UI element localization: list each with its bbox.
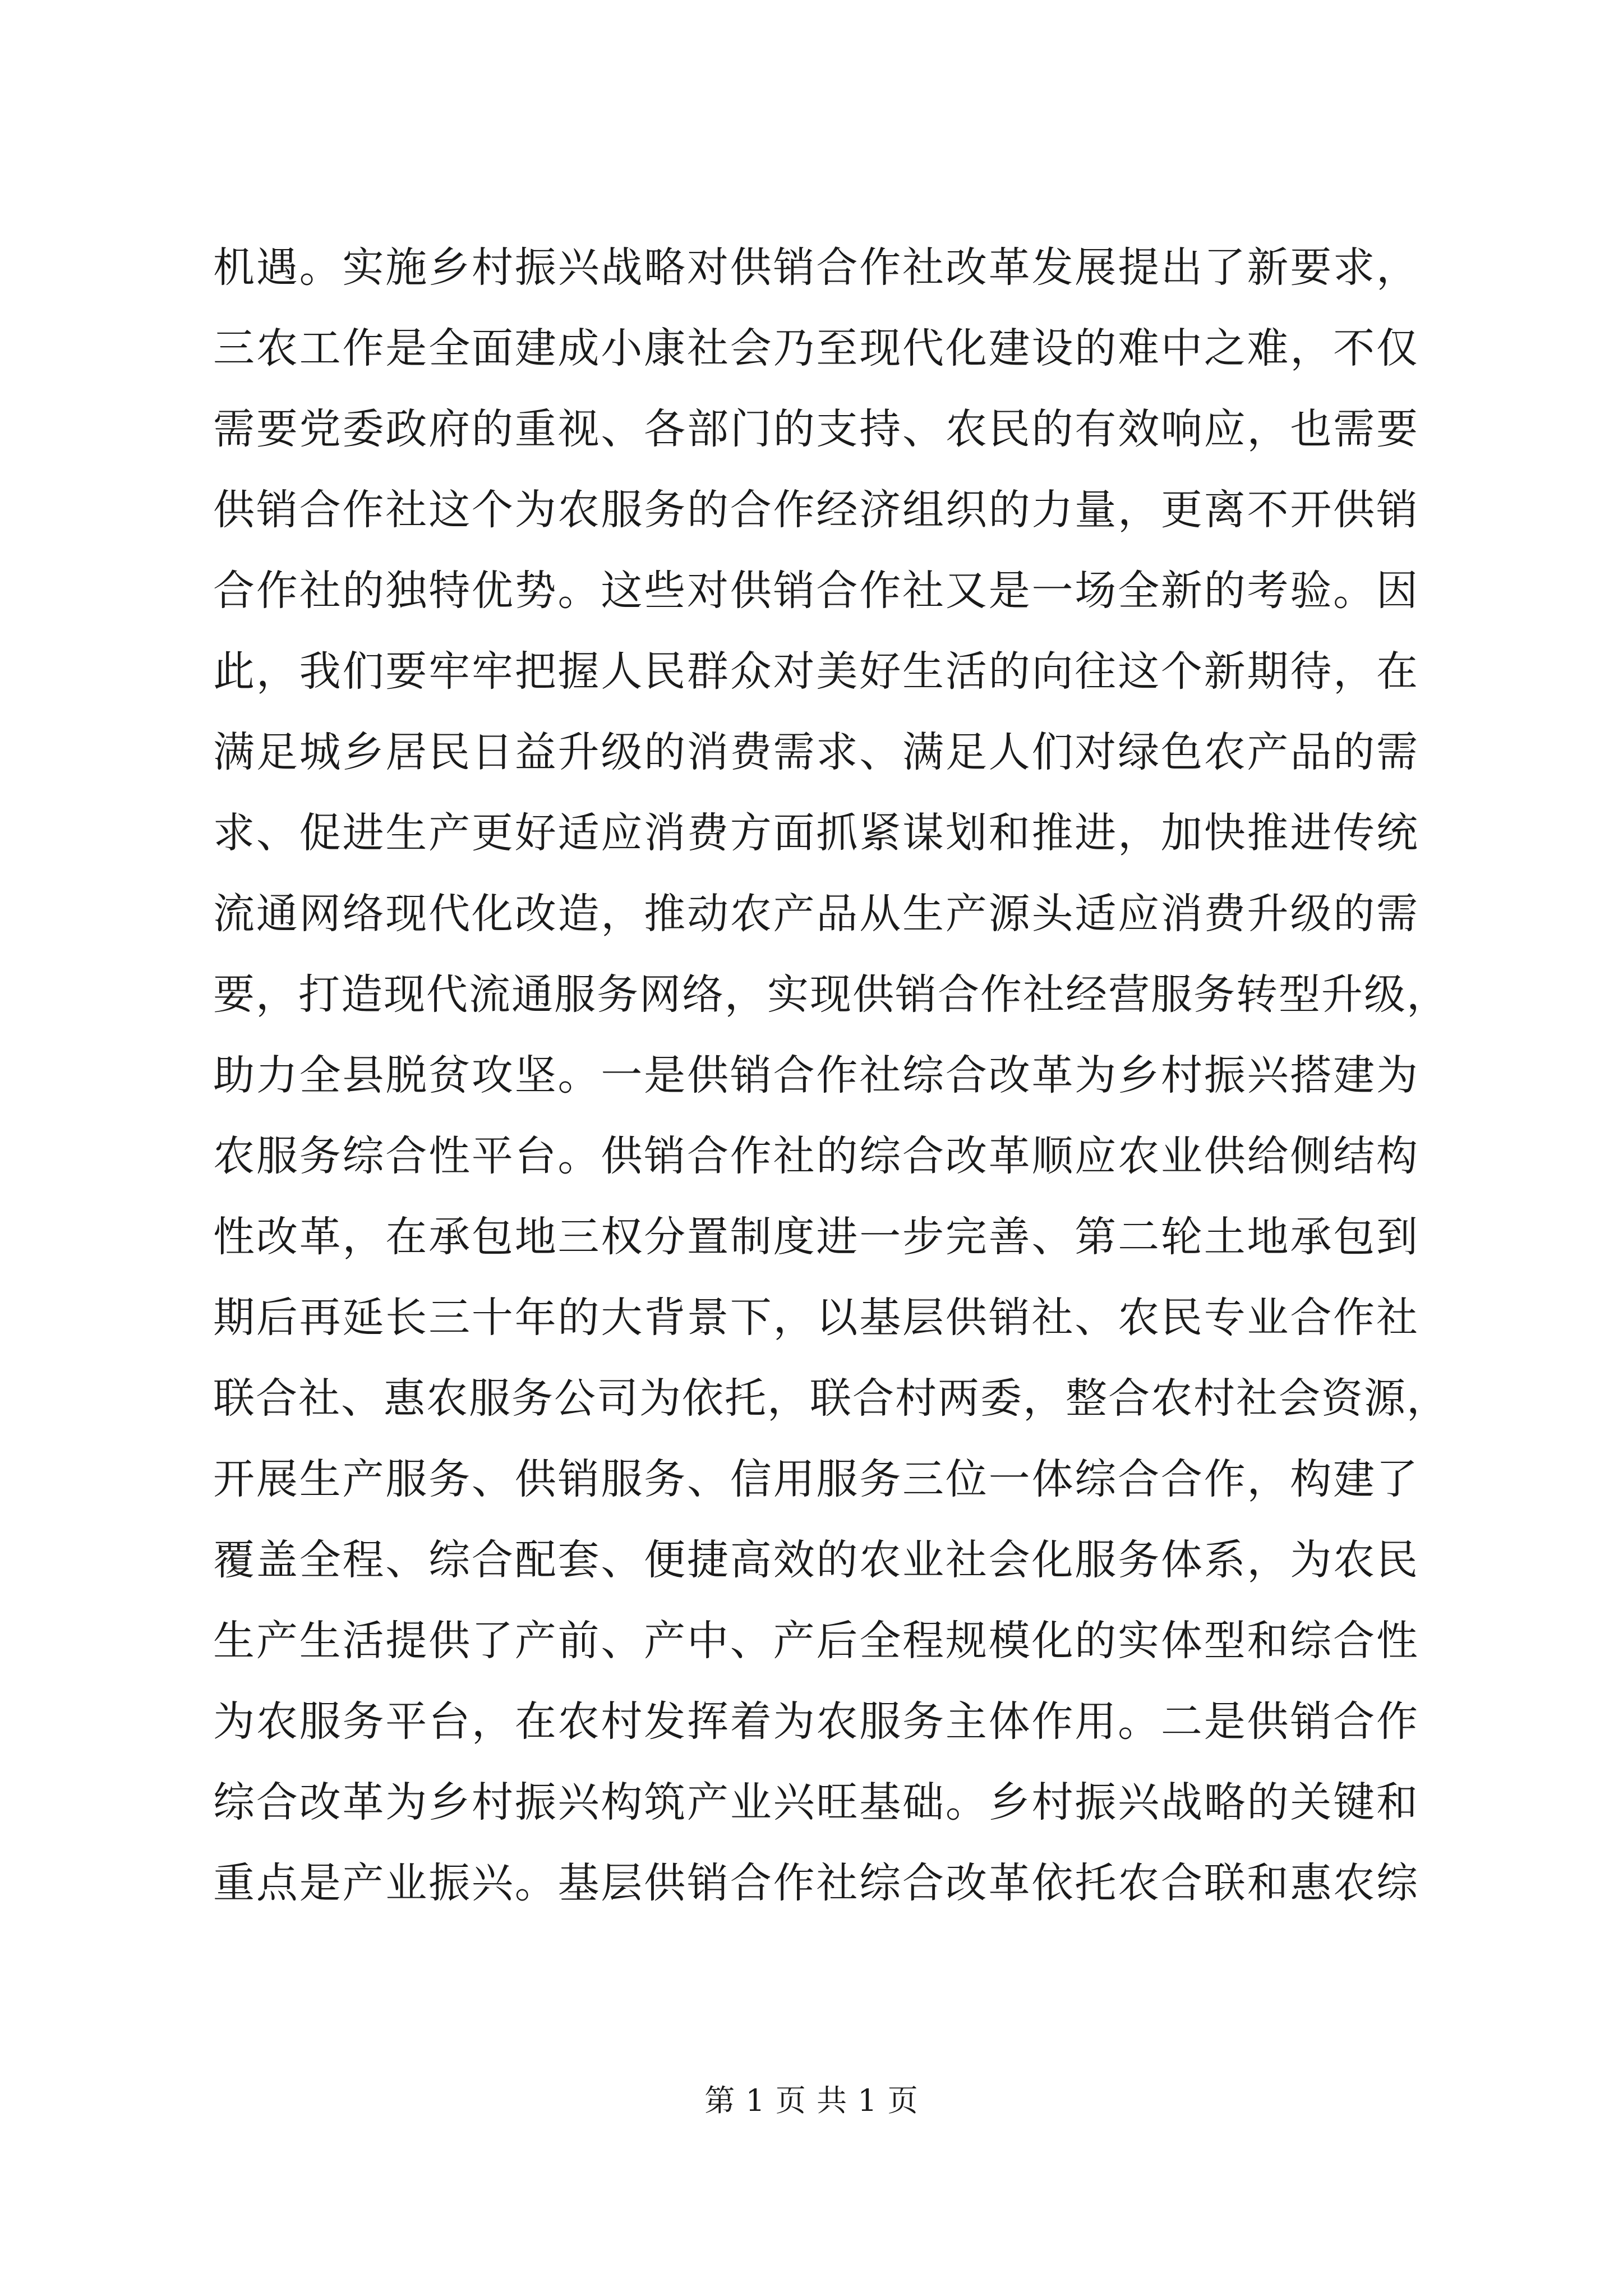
text-line: 联合社、惠农服务公司为依托，联合村两委，整合农村社会资源， bbox=[213, 1374, 1449, 1423]
text-line: 合作社的独特优势。这些对供销合作社又是一场全新的考验。因 bbox=[213, 567, 1419, 615]
text-line: 性改革，在承包地三权分置制度进一步完善、第二轮土地承包到 bbox=[213, 1213, 1419, 1261]
text-line: 助力全县脱贫攻坚。一是供销合作社综合改革为乡村振兴搭建为 bbox=[213, 1051, 1419, 1099]
text-line: 为农服务平台，在农村发挥着为农服务主体作用。二是供销合作 bbox=[213, 1697, 1419, 1746]
text-line: 期后再延长三十年的大背景下，以基层供销社、农民专业合作社 bbox=[213, 1294, 1419, 1342]
text-line: 要，打造现代流通服务网络，实现供销合作社经营服务转型升级， bbox=[213, 970, 1449, 1019]
text-line: 农服务综合性平台。供销合作社的综合改革顺应农业供给侧结构 bbox=[213, 1132, 1419, 1180]
text-line: 供销合作社这个为农服务的合作经济组织的力量，更离不开供销 bbox=[213, 486, 1419, 534]
text-line: 求、促进生产更好适应消费方面抓紧谋划和推进，加快推进传统 bbox=[213, 809, 1419, 857]
text-line: 三农工作是全面建成小康社会乃至现代化建设的难中之难，不仅 bbox=[213, 324, 1419, 372]
page-footer: 第 1 页 共 1 页 bbox=[704, 2083, 919, 2118]
text-line: 生产生活提供了产前、产中、产后全程规模化的实体型和综合性 bbox=[213, 1617, 1419, 1665]
text-line: 重点是产业振兴。基层供销合作社综合改革依托农合联和惠农综 bbox=[213, 1859, 1419, 1907]
text-line: 需要党委政府的重视、各部门的支持、农民的有效响应，也需要 bbox=[213, 405, 1419, 453]
text-line: 此，我们要牢牢把握人民群众对美好生活的向往这个新期待，在 bbox=[213, 647, 1419, 696]
body-text bbox=[213, 227, 1449, 1924]
text-line: 流通网络现代化改造，推动农产品从生产源头适应消费升级的需 bbox=[213, 890, 1419, 938]
text-line: 满足城乡居民日益升级的消费需求、满足人们对绿色农产品的需 bbox=[213, 728, 1419, 776]
text-line: 开展生产服务、供销服务、信用服务三位一体综合合作，构建了 bbox=[213, 1455, 1419, 1503]
text-line: 覆盖全程、综合配套、便捷高效的农业社会化服务体系，为农民 bbox=[213, 1536, 1419, 1584]
text-line: 机遇。实施乡村振兴战略对供销合作社改革发展提出了新要求， bbox=[213, 243, 1419, 292]
text-line: 综合改革为乡村振兴构筑产业兴旺基础。乡村振兴战略的关键和 bbox=[213, 1778, 1419, 1826]
